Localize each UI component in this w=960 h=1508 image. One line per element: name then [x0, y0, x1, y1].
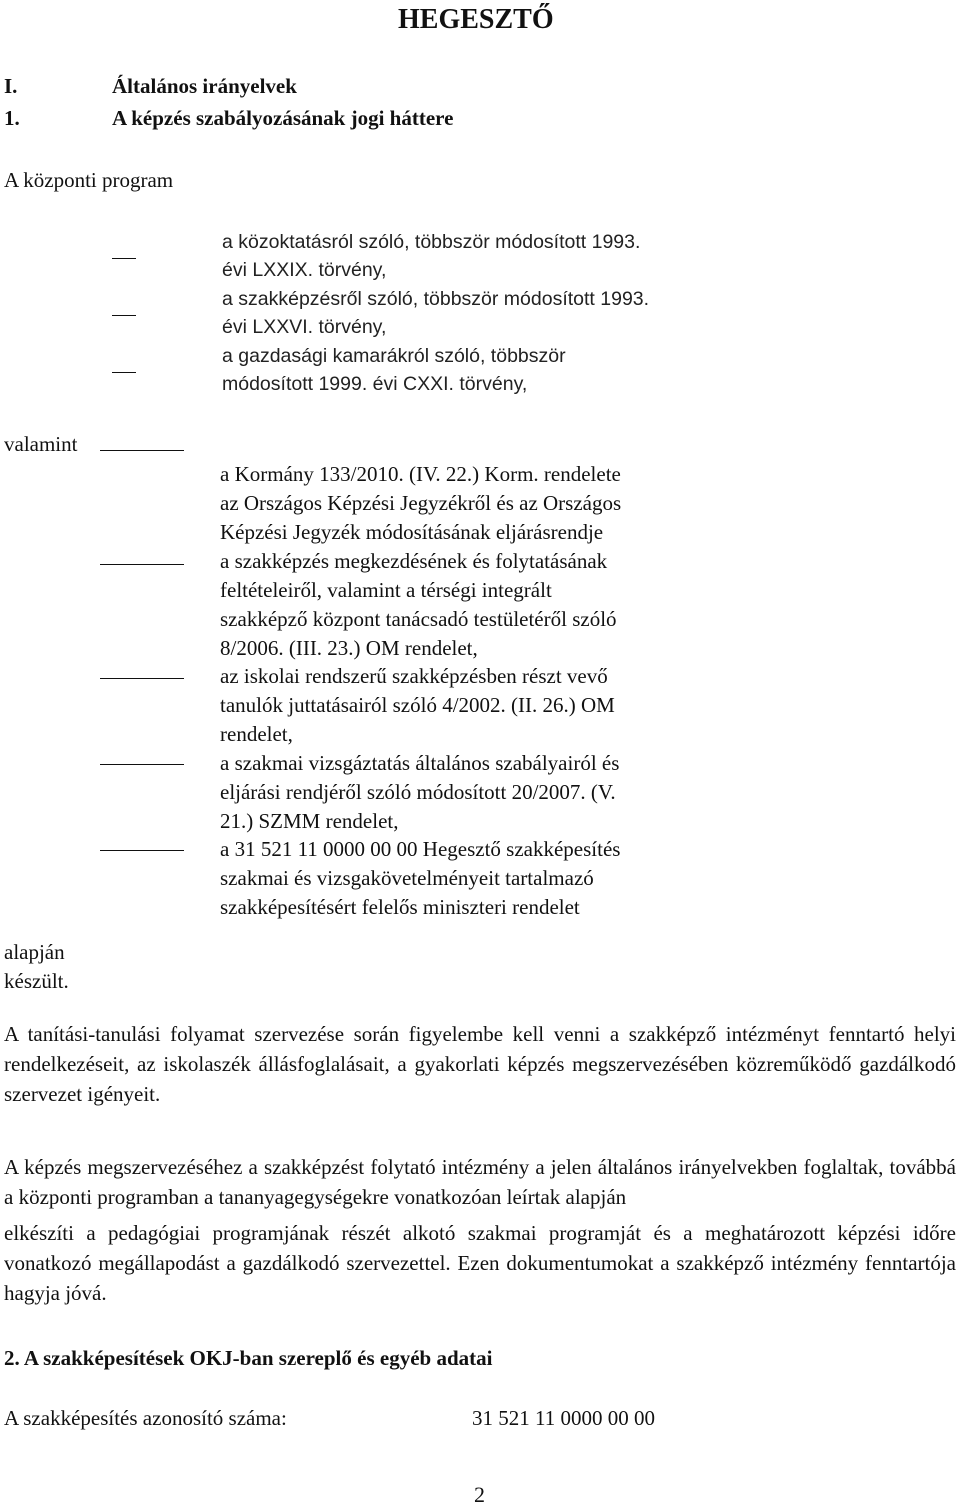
decree-item [220, 835, 710, 922]
decree-line: a szakmai vizsgáztatás általános szabályairól és [220, 751, 620, 775]
decree-line: a szakképzés megkezdésének és folytatásának [220, 549, 608, 573]
law-line: a szakképzésről szóló, többször módosított 1993. [222, 288, 650, 310]
decree-line: szakképző központ tanácsadó testületéről szóló [220, 607, 617, 631]
decree-line: tanulók juttatásairól szóló 4/2002. (II. 26.) OM [220, 693, 615, 717]
law-line: módosított 1999. évi CXXI. törvény, [222, 373, 528, 395]
bullet-dash [112, 258, 136, 259]
subsection-number: 1. [4, 106, 20, 130]
decree-item [220, 460, 710, 547]
bullet-dash [100, 450, 184, 451]
decree-item [220, 749, 710, 836]
decree-line: a Kormány 133/2010. (IV. 22.) Korm. rendelete [220, 462, 621, 486]
decree-line: 21.) SZMM rendelet, [220, 809, 399, 833]
connector-text: valamint [4, 432, 78, 456]
bullet-dash [100, 564, 184, 565]
law-line: a gazdasági kamarákról szóló, többször [222, 345, 566, 367]
law-item [222, 342, 742, 398]
section-heading: Általános irányelvek [112, 74, 297, 98]
bullet-dash [100, 678, 184, 679]
decree-line: a 31 521 11 0000 00 00 Hegesztő szakképesítés [220, 837, 621, 861]
law-line: évi LXXVI. törvény, [222, 316, 387, 338]
section-heading: 2. A szakképesítések OKJ-ban szereplő és egyéb adatai [4, 1346, 493, 1370]
decree-line: szakképesítésért felelős miniszteri rendelet [220, 895, 580, 919]
decree-line: rendelet, [220, 722, 293, 746]
decree-item [220, 547, 710, 663]
decree-line: eljárási rendjéről szóló módosított 20/2007. (V. [220, 780, 616, 804]
decree-line: szakmai és vizsgakövetelményeit tartalmazó [220, 866, 594, 890]
bullet-dash [112, 372, 136, 373]
bullet-dash [100, 764, 184, 765]
decree-line: az iskolai rendszerű szakképzésben részt vevő [220, 664, 608, 688]
subsection-heading: A képzés szabályozásának jogi háttere [112, 106, 454, 130]
section-number: I. [4, 74, 18, 98]
decree-line: Képzési Jegyzék módosításának eljárásrendje [220, 520, 604, 544]
page-number: 2 [474, 1482, 485, 1507]
closing-text: alapján készült. [4, 940, 69, 993]
identifier-value: 31 521 11 0000 00 00 [472, 1406, 655, 1430]
bullet-dash [100, 850, 184, 851]
intro-text: A központi program [4, 168, 174, 192]
paragraph: A tanítási-tanulási folyamat szervezése során figyelembe kell venni a szakképző intézményt fenntartó helyi rendelkezéseit, az iskolaszék állásfoglalásait, a gyakorlati képzés megszervezésében közreműködő gazdálkodó szervezet igényeit. [4, 1022, 956, 1106]
decree-item [220, 662, 710, 749]
identifier-label: A szakképesítés azonosító száma: [4, 1406, 287, 1430]
paragraph: A képzés megszervezéséhez a szakképzést folytató intézmény a jelen általános irányelvekben foglaltak, továbbá a központi programban a tananyagegységekre vonatkozóan leírtak alapján [4, 1155, 956, 1209]
decree-line: 8/2006. (III. 23.) OM rendelet, [220, 636, 478, 660]
law-line: a közoktatásról szóló, többször módosított 1993. [222, 231, 641, 253]
document-title: HEGESZTŐ [398, 4, 554, 35]
law-item [222, 285, 742, 341]
law-line: évi LXXIX. törvény, [222, 259, 387, 281]
law-item [222, 228, 742, 284]
paragraph: elkészíti a pedagógiai programjának részét alkotó szakmai programját és a meghatározott képzési időre vonatkozó megállapodást a gazdálkodó szervezettel. Ezen dokumentumokat a szakképző intézmény fenntartója hagyja jóvá. [4, 1221, 956, 1305]
decree-line: az Országos Képzési Jegyzékről és az Országos [220, 491, 622, 515]
decree-line: feltételeiről, valamint a térségi integrált [220, 578, 552, 602]
bullet-dash [112, 315, 136, 316]
